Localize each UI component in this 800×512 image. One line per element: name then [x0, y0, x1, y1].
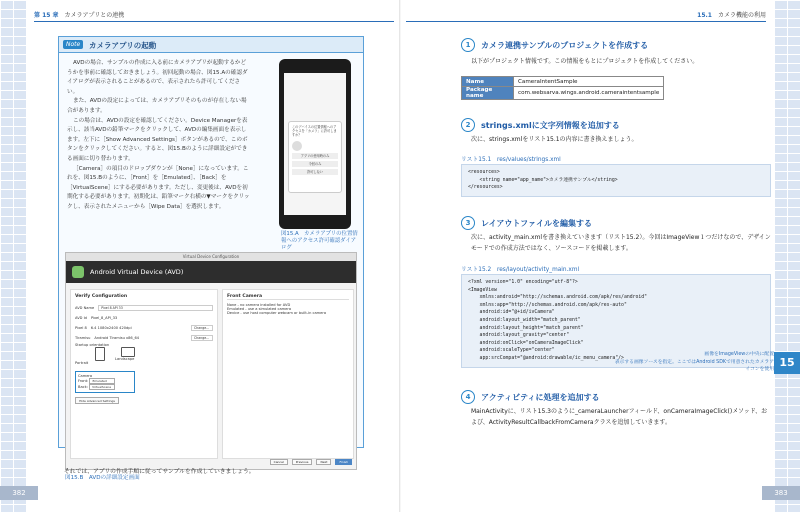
listing-15-2-caption: リスト15.2 res/layout/activity_main.xml [461, 267, 580, 273]
avd-section-title: Verify Configuration [75, 294, 128, 299]
back-camera-select: VirtualScene [89, 384, 115, 390]
project-info-table [461, 76, 664, 100]
note-paragraph: AVDの場合、サンプルの作成に入る前にカメラアプリが起動するかどうかを事前に確認しておきましょう。初回起動の場合、図15.Aの確認ダイアログが表示されることがあるので、表示されたら許可してください。 [67, 60, 248, 95]
device-spec: 6.4 1080x2400 420dpi [90, 326, 132, 330]
step-title: レイアウトファイルを編集する [481, 218, 592, 228]
chapter-tab: 15 [774, 352, 800, 374]
dialog-text: このデバイスの位置情報へのアクセスを「カメラ」に許可しますか？ [292, 125, 337, 138]
left-page [12, 0, 399, 512]
step-4-text: MainActivityに、リスト15.3のように_cameraLauncherフィールド、onCameraImageClick()メソッド、および、ActivityResultCallbackFromCameraクラスを追加していきます。 [471, 408, 768, 426]
step-4-heading [461, 390, 599, 404]
avd-id-row [75, 313, 213, 323]
note-paragraph: この場合は、AVDの設定を確認してください。Device Managerを表示し、該当AVDの鉛筆マークをクリックして、AVDの編集画面を表示します。左下に［Show Advanced Settings］ボタンがあるので、このボタンをクリックしてください。すると、図15.Bのように詳細設定ができる画面に切り替わります。 [67, 117, 248, 162]
android-logo-icon [72, 266, 84, 278]
system-change-button: Change... [191, 335, 213, 341]
phone-screenshot [279, 59, 351, 229]
step-title: カメラ連携サンプルのプロジェクトを作成する [481, 40, 649, 50]
dialog-button-while-using: アプリの使用時のみ [292, 153, 338, 159]
figure-caption-a: 図15.A カメラアプリの位置情報へのアクセス許可確認ダイアログ [281, 231, 358, 251]
step-number: 2 [461, 118, 475, 132]
finish-button: Finish [335, 459, 352, 465]
help-title: Front Camera [227, 294, 349, 300]
step-3-text: 次に、activity_main.xmlを書き換えていきます（リスト15.2）。今回はImageView１つだけなので、デザインモードでの作成方法ではなく、ソースコードを掲載します。 [471, 234, 771, 252]
closing-sentence: それでは、アプリの作成手順に従ってサンプルを作成していきましょう。 [64, 469, 255, 475]
advanced-settings-button: Hide Advanced Settings [75, 397, 119, 404]
listing-15-2-code: <?xml version="1.0" encoding="utf-8"?> <ImageView xmlns:android="http://schemas.android.com/apk/res/android" xmlns:app="http://schemas.android.com/apk/res-auto" android:id="@+id/ivCamera" android:layout_width="match_parent" android:layout_height="match_parent" android:layout_gravity="center" android:onClick="onCameraImageClick" android:scaleType="center" app:srcCompat="@android:drawable/ic_menu_camera"/> [461, 274, 771, 368]
avd-id-label: AVD Id [75, 316, 87, 320]
avd-name-row [75, 303, 213, 313]
avd-name-label: AVD Name [75, 306, 95, 310]
right-running-header [406, 10, 766, 22]
step-1-text: 以下がプロジェクト情報です。この情報をもとにプロジェクトを作成してください。 [471, 58, 699, 65]
annotation-center: 画像をImageViewの中央に配置 [704, 352, 774, 357]
right-brick-border [774, 0, 800, 512]
step-number: 1 [461, 38, 475, 52]
cancel-button: Cancel [270, 459, 288, 465]
system-spec: Android Tiramisu x86_64 [94, 336, 140, 340]
left-running-header [34, 10, 394, 22]
table-key: Package name [462, 87, 514, 100]
chapter-number: 第 15 章 [34, 12, 59, 19]
note-tag: Note [63, 40, 83, 49]
back-camera-row [78, 384, 132, 390]
back-label: Back: [78, 385, 88, 389]
startup-label: Startup orientation [75, 343, 110, 347]
note-title: カメラアプリの起動 [89, 41, 157, 50]
orientation-options [75, 347, 213, 365]
step-3-heading [461, 216, 592, 230]
step-title: アクティビティに処理を追加する [481, 392, 600, 402]
system-row [75, 333, 213, 343]
table-value: CameraIntentSample [514, 77, 664, 87]
location-icon [292, 141, 302, 151]
device-change-button: Change... [191, 325, 213, 331]
camera-label: Camera [78, 374, 93, 378]
page-number-left: 382 [0, 486, 38, 500]
avd-header-text: Android Virtual Device (AVD) [90, 268, 184, 276]
portrait-icon [95, 347, 105, 361]
system-name: Tiramisu [75, 336, 91, 340]
avd-titlebar: Virtual Device Configuration [66, 253, 356, 261]
section-title: カメラ機能の利用 [717, 12, 766, 19]
right-page [401, 0, 788, 512]
table-value: com.websarva.wings.android.cameraintentsample [514, 87, 664, 100]
listing-15-1-code: <resources> <string name="app_name">カメラ連携サンプル</string> </resources> [461, 164, 771, 197]
page-number-right: 383 [762, 486, 800, 500]
portrait-label: Portrait [75, 361, 89, 365]
front-camera-select: Emulated [89, 378, 115, 384]
landscape-label: Landscape [115, 357, 135, 361]
dialog-button-once: 今回のみ [292, 161, 338, 167]
step-1-heading [461, 38, 648, 52]
step-title: strings.xmlに文字列情報を追加する [481, 120, 620, 130]
note-paragraph: また、AVDの設定によっては、カメラアプリそのものが存在しない場合があります。 [67, 98, 247, 114]
help-text: None - no camera installed for AVD Emulated - use a simulated camera Device - use host computer webcam or built-in camera [227, 303, 327, 315]
left-brick-border [0, 0, 26, 512]
note-header [59, 37, 363, 53]
figure-caption-b: 図15.B AVDの詳細設定画面 [65, 475, 140, 481]
device-row [75, 323, 213, 333]
step-2-text: 次に、strings.xmlをリスト15.1の内容に書き換えましょう。 [471, 136, 638, 143]
chapter-title: カメラアプリとの連携 [64, 12, 125, 19]
avd-help-panel [222, 289, 354, 459]
next-button: Next [316, 459, 331, 465]
table-row [462, 77, 664, 87]
previous-button: Previous [292, 459, 313, 465]
camera-group [75, 371, 135, 393]
dialog-button-deny: 許可しない [292, 169, 338, 175]
avd-id-value: Pixel_8_API_33 [90, 316, 118, 320]
table-row [462, 87, 664, 100]
avd-name-field: Pixel 8 API 33 [98, 305, 213, 311]
listing-15-1-caption: リスト15.1 res/values/strings.xml [461, 157, 561, 163]
step-number: 4 [461, 390, 475, 404]
permission-dialog [288, 121, 342, 193]
avd-header [66, 261, 356, 283]
landscape-icon [121, 347, 135, 357]
device-name: Pixel 8 [75, 326, 87, 330]
avd-settings-panel [70, 289, 218, 459]
note-paragraph: ［Camera］の項目のドロップダウンが［None］になっています。これを、図15.Bのように、［Front］を［Emulated］、［Back］を［VirtualScene］にする必要があります。ただし、変更後は、AVDを初期化する必要があります。初期化は、鉛筆マーク右横の▼マークをクリックし、表示されたメニューから［Wipe Data］を選択します。 [67, 165, 250, 210]
annotation-src: 表示する画像ソースを指定。ここではAndroid SDKで用意されたカメラアイコンを使用 [614, 360, 774, 372]
step-2-heading [461, 118, 620, 132]
table-key: Name [462, 77, 514, 87]
avd-config-screenshot [65, 252, 357, 470]
phone-screen [284, 73, 346, 215]
front-label: Front: [78, 379, 89, 383]
section-ref: 15.1 [697, 12, 712, 19]
step-number: 3 [461, 216, 475, 230]
note-body [67, 59, 251, 213]
